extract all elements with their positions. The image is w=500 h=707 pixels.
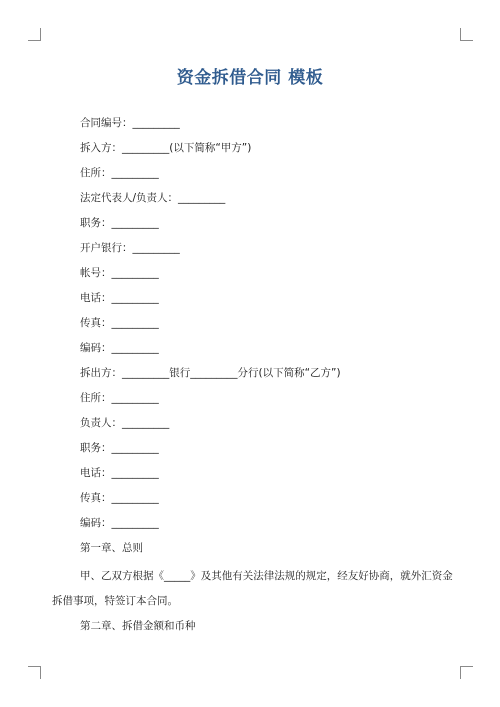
contract-number-line: 合同编号：_________ — [80, 117, 180, 129]
lender-position-line: 职务：_________ — [80, 442, 159, 454]
crop-mark-bottom-right — [460, 666, 473, 679]
bank-line: 开户银行：_________ — [80, 242, 180, 254]
legal-representative-line: 法定代表人/负责人：_________ — [80, 192, 226, 204]
borrower-phone-line: 电话：_________ — [80, 292, 159, 304]
crop-mark-top-right — [460, 28, 473, 41]
borrower-line: 拆入方：_________(以下简称“甲方”) — [80, 142, 252, 154]
crop-mark-top-left — [28, 28, 41, 41]
account-line: 帐号：_________ — [80, 267, 159, 279]
borrower-fax-line: 传真：_________ — [80, 317, 159, 329]
lender-line: 拆出方：_________银行_________分行(以下简称“乙方”) — [80, 367, 341, 379]
lender-responsible-line: 负责人：_________ — [80, 417, 170, 429]
borrower-position-line: 职务：_________ — [80, 217, 159, 229]
borrower-address-line: 住所：_________ — [80, 167, 159, 179]
lender-code-line: 编码：_________ — [80, 517, 159, 529]
lender-address-line: 住所：_________ — [80, 392, 159, 404]
chapter-one-heading: 第一章、总则 — [80, 542, 143, 554]
lender-fax-line: 传真：_________ — [80, 492, 159, 504]
general-paragraph-line-2: 拆借事项，特签订本合同。 — [52, 595, 178, 607]
document-title: 资金拆借合同 模板 — [176, 68, 324, 88]
lender-phone-line: 电话：_________ — [80, 467, 159, 479]
chapter-two-heading: 第二章、拆借金额和币种 — [80, 620, 196, 632]
general-paragraph-line-1: 甲、乙双方根据《_____》及其他有关法律法规的规定，经友好协商，就外汇资金 — [80, 570, 453, 582]
crop-mark-bottom-left — [28, 666, 41, 679]
borrower-code-line: 编码：_________ — [80, 342, 159, 354]
